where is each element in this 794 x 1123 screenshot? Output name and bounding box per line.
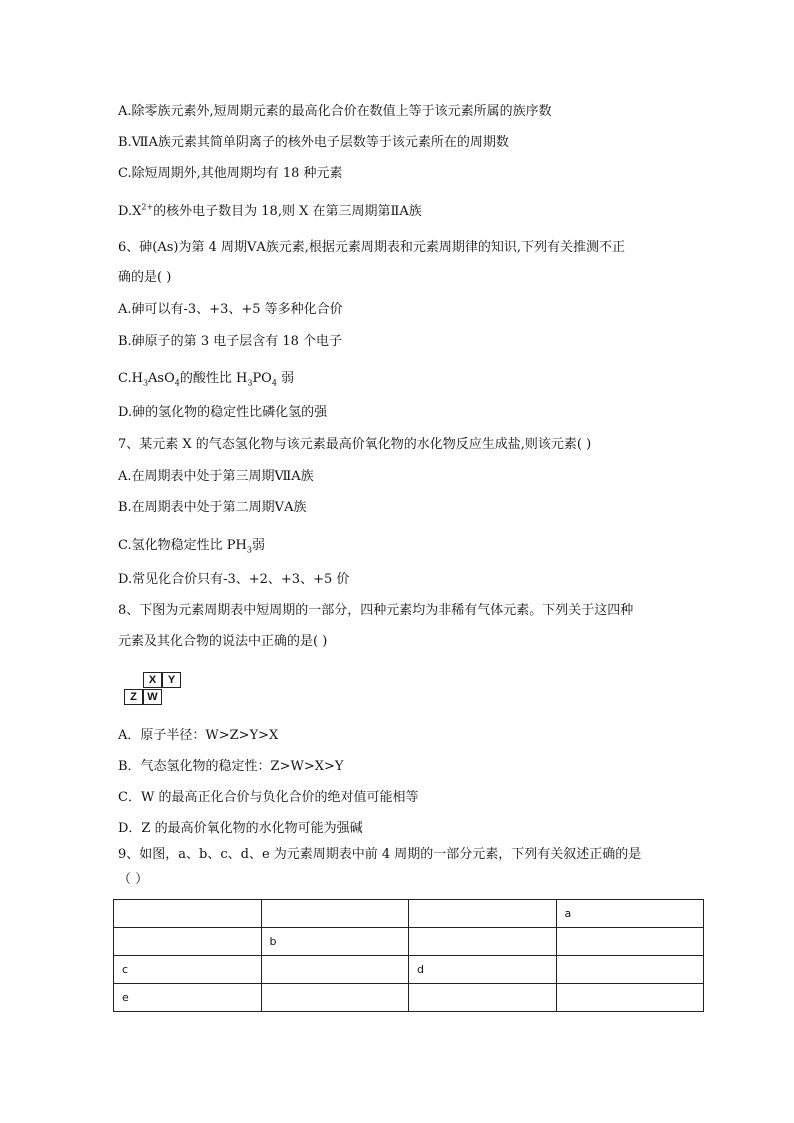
text-fragment: 弱 <box>276 371 295 386</box>
question-8-stem-cont: 元素及其化合物的说法中正确的是( ) <box>118 634 328 649</box>
text-fragment: 弱 <box>251 538 265 553</box>
table-cell <box>261 900 409 928</box>
question-7-option-b: B.在周期表中处于第二周期ⅤA族 <box>118 500 307 515</box>
option-b-line: B.ⅦA族元素其简单阴离子的核外电子层数等于该元素所在的周期数 <box>118 135 509 150</box>
question-9-stem-cont: （ ） <box>118 872 149 887</box>
table-cell <box>556 984 704 1012</box>
table-cell <box>556 928 704 956</box>
question-6-stem: 6、砷(As)为第 4 周期ⅤA族元素,根据元素周期表和元素周期律的知识,下列有关推测不正 <box>118 240 626 255</box>
table-row <box>114 928 704 956</box>
text-fragment: PO <box>252 371 272 386</box>
option-d-line <box>118 204 422 220</box>
subscript: 3 <box>246 545 252 555</box>
table-cell <box>114 900 262 928</box>
text-fragment: C.氢化物稳定性比 PH <box>118 538 247 553</box>
question-8-option-d: D．Z 的最高价氧化物的水化物可能为强碱 <box>118 821 363 836</box>
table-cell: c <box>114 956 262 984</box>
table-cell: e <box>114 984 262 1012</box>
table-row <box>114 900 704 928</box>
subscript: 4 <box>271 378 277 388</box>
question-6-stem-cont: 确的是( ) <box>118 270 172 285</box>
question-8-stem: 8、下图为元素周期表中短周期的一部分，四种元素均为非稀有气体元素。下列关于这四种 <box>118 603 634 618</box>
table-cell <box>556 956 704 984</box>
option-c-line: C.除短周期外,其他周期均有 18 种元素 <box>118 166 343 181</box>
cell-y: Y <box>162 672 181 688</box>
table-cell: a <box>556 900 704 928</box>
subscript: 3 <box>142 378 149 388</box>
question-6-option-b: B.砷原子的第 3 电子层含有 18 个电子 <box>118 334 343 349</box>
text-fragment: 的酸性比 H <box>179 371 248 386</box>
cell-z: Z <box>124 689 143 705</box>
subscript: 3 <box>247 378 253 388</box>
cell-w: W <box>143 689 162 705</box>
table-cell: d <box>409 956 557 984</box>
subscript: 4 <box>174 378 180 388</box>
table-cell <box>409 928 557 956</box>
question-6-option-a: A.砷可以有-3、+3、+5 等多种化合价 <box>118 302 343 317</box>
text-fragment: C.H <box>118 371 143 386</box>
cell-x: X <box>143 672 162 688</box>
question-6-option-c <box>118 371 294 387</box>
table-row <box>114 956 704 984</box>
table-cell <box>114 928 262 956</box>
question-7-option-a: A.在周期表中处于第三周期ⅦA族 <box>118 469 314 484</box>
question-7-option-c <box>118 538 265 554</box>
table-cell <box>409 900 557 928</box>
table-cell <box>409 984 557 1012</box>
question-6-option-d: D.砷的氢化物的稳定性比磷化氢的强 <box>118 405 328 420</box>
table-row <box>114 984 704 1012</box>
question-8-option-c: C．W 的最高正化合价与负化合价的绝对值可能相等 <box>118 790 419 805</box>
option-a-line: A.除零族元素外,短周期元素的最高化合价在数值上等于该元素所属的族序数 <box>118 104 552 119</box>
text-fragment: D.X <box>118 204 142 219</box>
table-cell <box>261 984 409 1012</box>
question-8-option-a: A．原子半径：W>Z>Y>X <box>118 728 279 743</box>
superscript: 2+ <box>141 202 154 212</box>
question-7-option-d: D.常见化合价只有-3、+2、+3、+5 价 <box>118 572 350 587</box>
element-position-table <box>113 899 704 1012</box>
question-8-option-b: B．气态氢化物的稳定性：Z>W>X>Y <box>118 759 344 774</box>
table-cell <box>261 956 409 984</box>
question-9-stem: 9、如图，a、b、c、d、e 为元素周期表中前 4 周期的一部分元素，下列有关叙述正确的是 <box>118 847 642 862</box>
question-7-stem: 7、某元素 X 的气态氢化物与该元素最高价氧化物的水化物反应生成盐,则该元素( ) <box>118 437 592 452</box>
table-cell: b <box>261 928 409 956</box>
text-fragment: 的核外电子数目为 18,则 X 在第三周期第ⅡA族 <box>153 204 422 219</box>
text-fragment: AsO <box>148 371 175 386</box>
